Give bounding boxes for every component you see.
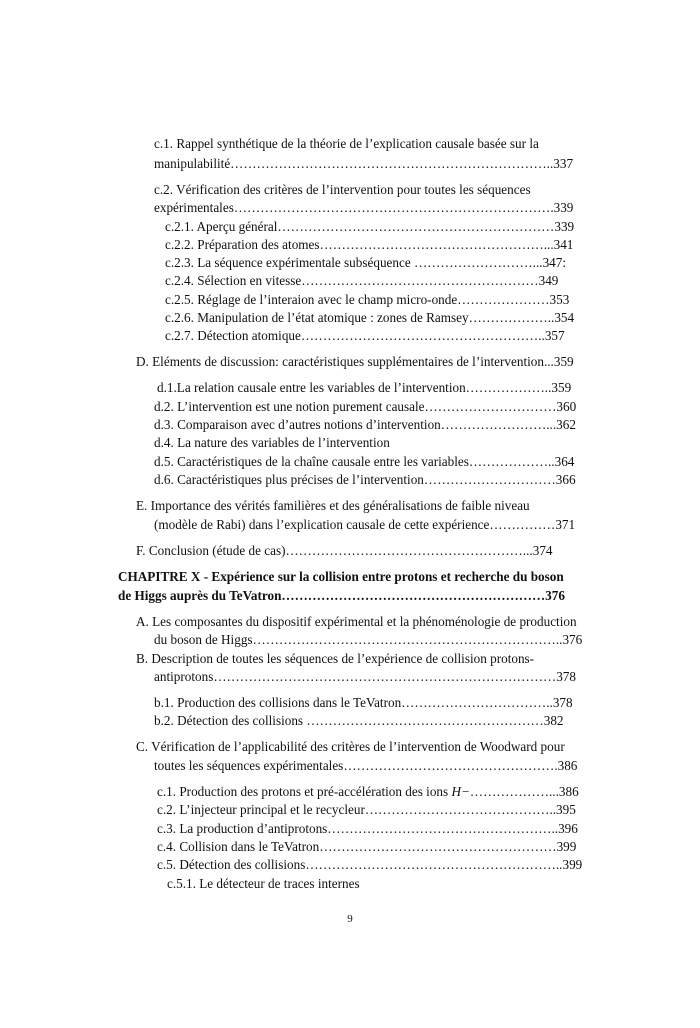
toc-entry-E-line2: (modèle de Rabi) dans l’explication causale de cette expérience……………371 [154, 517, 576, 532]
toc-entry-A-line1: A. Les composantes du dispositif expérimental et la phénoménologie de production [136, 614, 577, 629]
toc-entry-c1-line2: manipulabilité………………………………………………………………..337 [154, 156, 574, 171]
toc-entry-C-line2: toutes les séquences expérimentales………………………………………….386 [154, 758, 578, 773]
toc-entry-c5x: c.5. Détection des collisions…………………………………………………..399 [157, 857, 583, 872]
toc-entry-c2-line2: expérimentales……………………………………………………………….339 [154, 200, 574, 215]
toc-entry-c22: c.2.2. Préparation des atomes……………………………………………...341 [165, 237, 574, 252]
toc-entry-c2-line1: c.2. Vérification des critères de l’intervention pour toutes les séquences [154, 182, 531, 197]
toc-entry-c1x-text: c.1. Production des protons et pré-accélération des ions [157, 784, 449, 799]
toc-entry-F: F. Conclusion (étude de cas)………………………………………………...374 [136, 543, 553, 558]
toc-entry-c51x: c.5.1. Le détecteur de traces internes [167, 876, 360, 891]
toc-chapter-x-line1: CHAPITRE X - Expérience sur la collision entre protons et recherche du boson [118, 569, 564, 584]
toc-entry-d1: d.1.La relation causale entre les variables de l’intervention………………..359 [157, 380, 572, 395]
toc-entry-c23: c.2.3. La séquence expérimentale subséquence ………………………...347: [165, 255, 567, 270]
page-number: 9 [347, 913, 353, 925]
toc-entry-b1: b.1. Production des collisions dans le TeVatron……………………………..378 [154, 695, 573, 710]
toc-entry-c3x: c.3. La production d’antiprotons……………………………………………..396 [157, 821, 578, 836]
toc-entry-E-line1: E. Importance des vérités familières et des généralisations de faible niveau [136, 498, 530, 513]
toc-entry-c25: c.2.5. Réglage de l’interaion avec le champ micro-onde…………………353 [165, 292, 570, 307]
toc-entry-c21: c.2.1. Aperçu général………………………………………………………339 [165, 219, 575, 234]
toc-entry-A-line2: du boson de Higgs……………………………………………………………..376 [154, 632, 583, 647]
toc-entry-c26: c.2.6. Manipulation de l’état atomique : zones de Ramsey………………..354 [165, 310, 575, 325]
toc-entry-B-line2: antiprotons……………………………………………………………………378 [154, 669, 576, 684]
toc-chapter-x-line2: de Higgs auprès du TeVatron……………………………………………………376 [118, 588, 565, 603]
toc-entry-c1x [157, 785, 579, 798]
toc-entry-D: D. Eléments de discussion: caractéristiques supplémentaires de l’intervention...359 [136, 354, 574, 369]
toc-entry-c24: c.2.4. Sélection en vitesse………………………………………………349 [165, 273, 559, 288]
toc-entry-c1x-page: ………………...386 [469, 784, 579, 799]
toc-entry-c2x: c.2. L’injecteur principal et le recycleur……………………………………..395 [157, 802, 576, 817]
toc-entry-c1-line1: c.1. Rappel synthétique de la théorie de l’explication causale basée sur la [154, 136, 539, 151]
toc-entry-d6: d.6. Caractéristiques plus précises de l’intervention…………………………366 [154, 472, 576, 487]
toc-entry-c27: c.2.7. Détection atomique………………………………………………..357 [165, 328, 565, 343]
toc-entry-d3: d.3. Comparaison avec d’autres notions d’intervention……………………...362 [154, 417, 576, 432]
toc-entry-C-line1: C. Vérification de l’applicabilité des critères de l’intervention de Woodward pour [136, 739, 565, 754]
ion-symbol: H− [451, 784, 470, 799]
toc-entry-d4: d.4. La nature des variables de l’intervention [154, 435, 390, 450]
toc-entry-c4x: c.4. Collision dans le TeVatron………………………………………………399 [157, 839, 577, 854]
toc-entry-b2: b.2. Détection des collisions ………………………………………………382 [154, 713, 564, 728]
toc-entry-B-line1: B. Description de toutes les séquences de l’expérience de collision protons- [136, 651, 535, 666]
toc-entry-d2: d.2. L’intervention est une notion purement causale…………………………360 [154, 399, 577, 414]
toc-entry-d5: d.5. Caractéristiques de la chaîne causale entre les variables………………..364 [154, 454, 575, 469]
